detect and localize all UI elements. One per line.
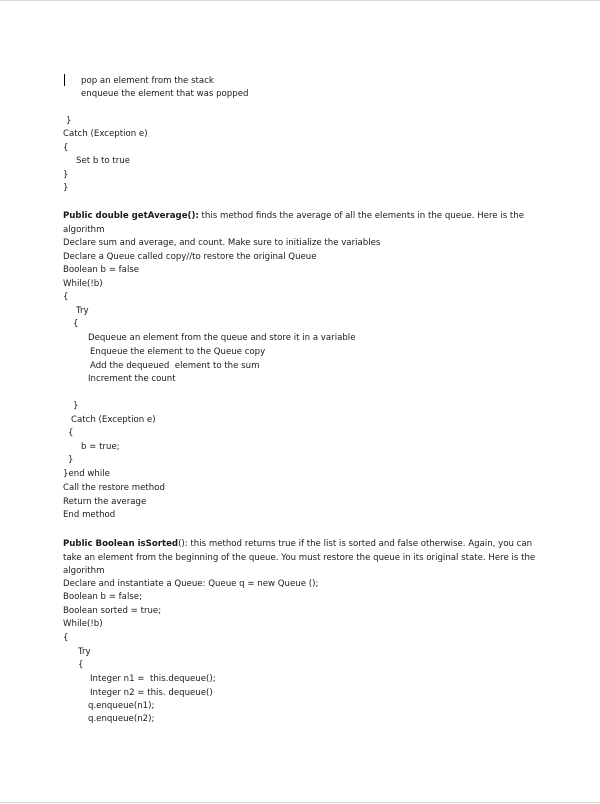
text-line: q.enqueue(n2); [88,714,155,724]
text-line: b = true; [81,442,120,452]
text-line: pop an element from the stack [81,76,214,86]
text-line: { [63,292,69,302]
text-line: Set b to true [76,156,131,166]
method-name: Public Boolean isSorted [63,539,179,549]
text-line: } [73,401,79,411]
text-line: q.enqueue(n1); [88,701,155,711]
text-line: Declare sum and average, and count. Make sure to initialize the variables [63,238,381,248]
text-line: enqueue the element that was popped [81,89,249,99]
text-line: Try [76,306,89,316]
method-name: Public double getAverage(): [63,211,199,221]
text-line: { [78,660,84,670]
text-line: } [63,183,69,193]
text-line: Return the average [63,497,147,507]
text-line: Integer n2 = this. dequeue() [90,688,213,698]
text-line: } [66,116,72,126]
text-line: { [63,633,69,643]
text-line: Call the restore method [63,483,165,493]
text-line: { [68,428,74,438]
text-cursor [64,74,65,86]
method-description: (): this method returns true if the list is sorted and false otherwise. Again, you can take an element from the beginning of the queue. You must restore the queue in its original state. Here is the algorithm [63,539,536,576]
text-line: Declare and instantiate a Queue: Queue q = new Queue (); [63,579,319,589]
text-line: Boolean b = false [63,265,140,275]
text-line: Declare a Queue called copy//to restore the original Queue [63,252,317,262]
text-line: Enqueue the element to the Queue copy [90,347,266,357]
text-line: Boolean b = false; [63,592,142,602]
text-line: Increment the count [88,374,176,384]
method-description: this method finds the average of all the elements in the queue. Here is the algorithm [63,211,525,235]
text-line: Catch (Exception e) [71,415,156,425]
method-heading-issorted [63,538,543,579]
text-line: While(!b) [63,619,103,629]
text-line: Catch (Exception e) [63,129,148,139]
text-line: While(!b) [63,279,103,289]
text-line: End method [63,510,116,520]
text-line: } [68,455,74,465]
text-line: { [73,319,79,329]
text-line: { [63,143,69,153]
text-line: Boolean sorted = true; [63,606,162,616]
text-line: } [63,170,69,180]
text-line: Integer n1 = this.dequeue(); [90,674,216,684]
text-line: Dequeue an element from the queue and store it in a variable [88,333,356,343]
text-line: Try [78,647,91,657]
method-heading-getaverage [63,210,543,237]
text-line: Add the dequeued element to the sum [90,361,260,371]
document-body [0,1,600,804]
text-line: }end while [63,469,110,479]
